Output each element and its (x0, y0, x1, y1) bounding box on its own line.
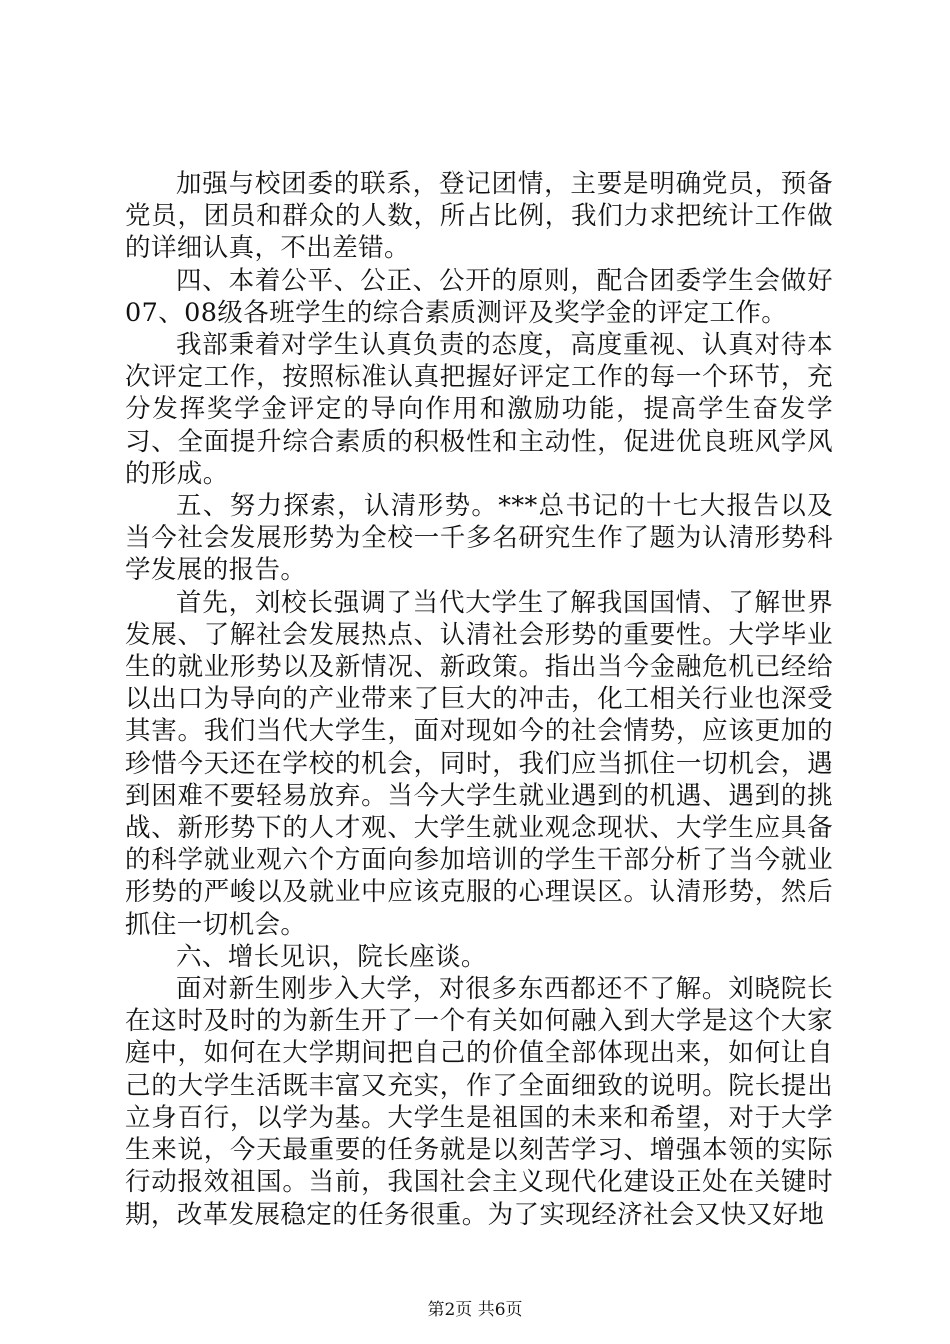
paragraph-section-five-heading: 五、努力探索，认清形势。***总书记的十七大报告以及当今社会发展形势为全校一千多名研究生作了题为认清形势科学发展的报告。 (125, 491, 833, 586)
paragraph-dean-talk: 面对新生刚步入大学，对很多东西都还不了解。刘晓院长在这时及时的为新生开了一个有关如何融入到大学是这个大家庭中，如何在大学期间把自己的价值全部体现出来，如何让自己的大学生活既丰富又充实，作了全面细致的说明。院长提出立身百行，以学为基。大学生是祖国的未来和希望，对于大学生来说，今天最重要的任务就是以刻苦学习、增强本领的实际行动报效祖国。当前，我国社会主义现代化建设正处在关键时期，改革发展稳定的任务很重。为了实现经济社会又快又好地 (125, 974, 833, 1230)
document-body (125, 168, 833, 1231)
paragraph-party-statistics: 加强与校团委的联系，登记团情，主要是明确党员，预备党员，团员和群众的人数，所占比例，我们力求把统计工作做的详细认真，不出差错。 (125, 169, 833, 264)
paragraph-scholarship-evaluation: 我部秉着对学生认真负责的态度，高度重视、认真对待本次评定工作，按照标准认真把握好评定工作的每一个环节，充分发挥奖学金评定的导向作用和激励功能，提高学生奋发学习、全面提升综合素质的积极性和主动性，促进优良班风学风的形成。 (125, 330, 833, 489)
paragraph-employment-situation: 首先，刘校长强调了当代大学生了解我国国情、了解世界发展、了解社会发展热点、认清社会形势的重要性。大学毕业生的就业形势以及新情况、新政策。指出当今金融危机已经给以出口为导向的产业带来了巨大的冲击，化工相关行业也深受其害。我们当代大学生，面对现如今的社会情势，应该更加的珍惜今天还在学校的机会，同时，我们应当抓住一切机会，遇到困难不要轻易放弃。当今大学生就业遇到的机遇、遇到的挑战、新形势下的人才观、大学生就业观念现状、大学生应具备的科学就业观六个方面向参加培训的学生干部分析了当今就业形势的严峻以及就业中应该克服的心理误区。认清形势，然后抓住一切机会。 (125, 587, 833, 940)
paragraph-section-four-heading: 四、本着公平、公正、公开的原则，配合团委学生会做好07、08级各班学生的综合素质测评及奖学金的评定工作。 (125, 265, 833, 328)
page-footer: 第2页 共6页 (427, 1300, 523, 1320)
paragraph-section-six-heading: 六、增长见识，院长座谈。 (176, 941, 487, 972)
